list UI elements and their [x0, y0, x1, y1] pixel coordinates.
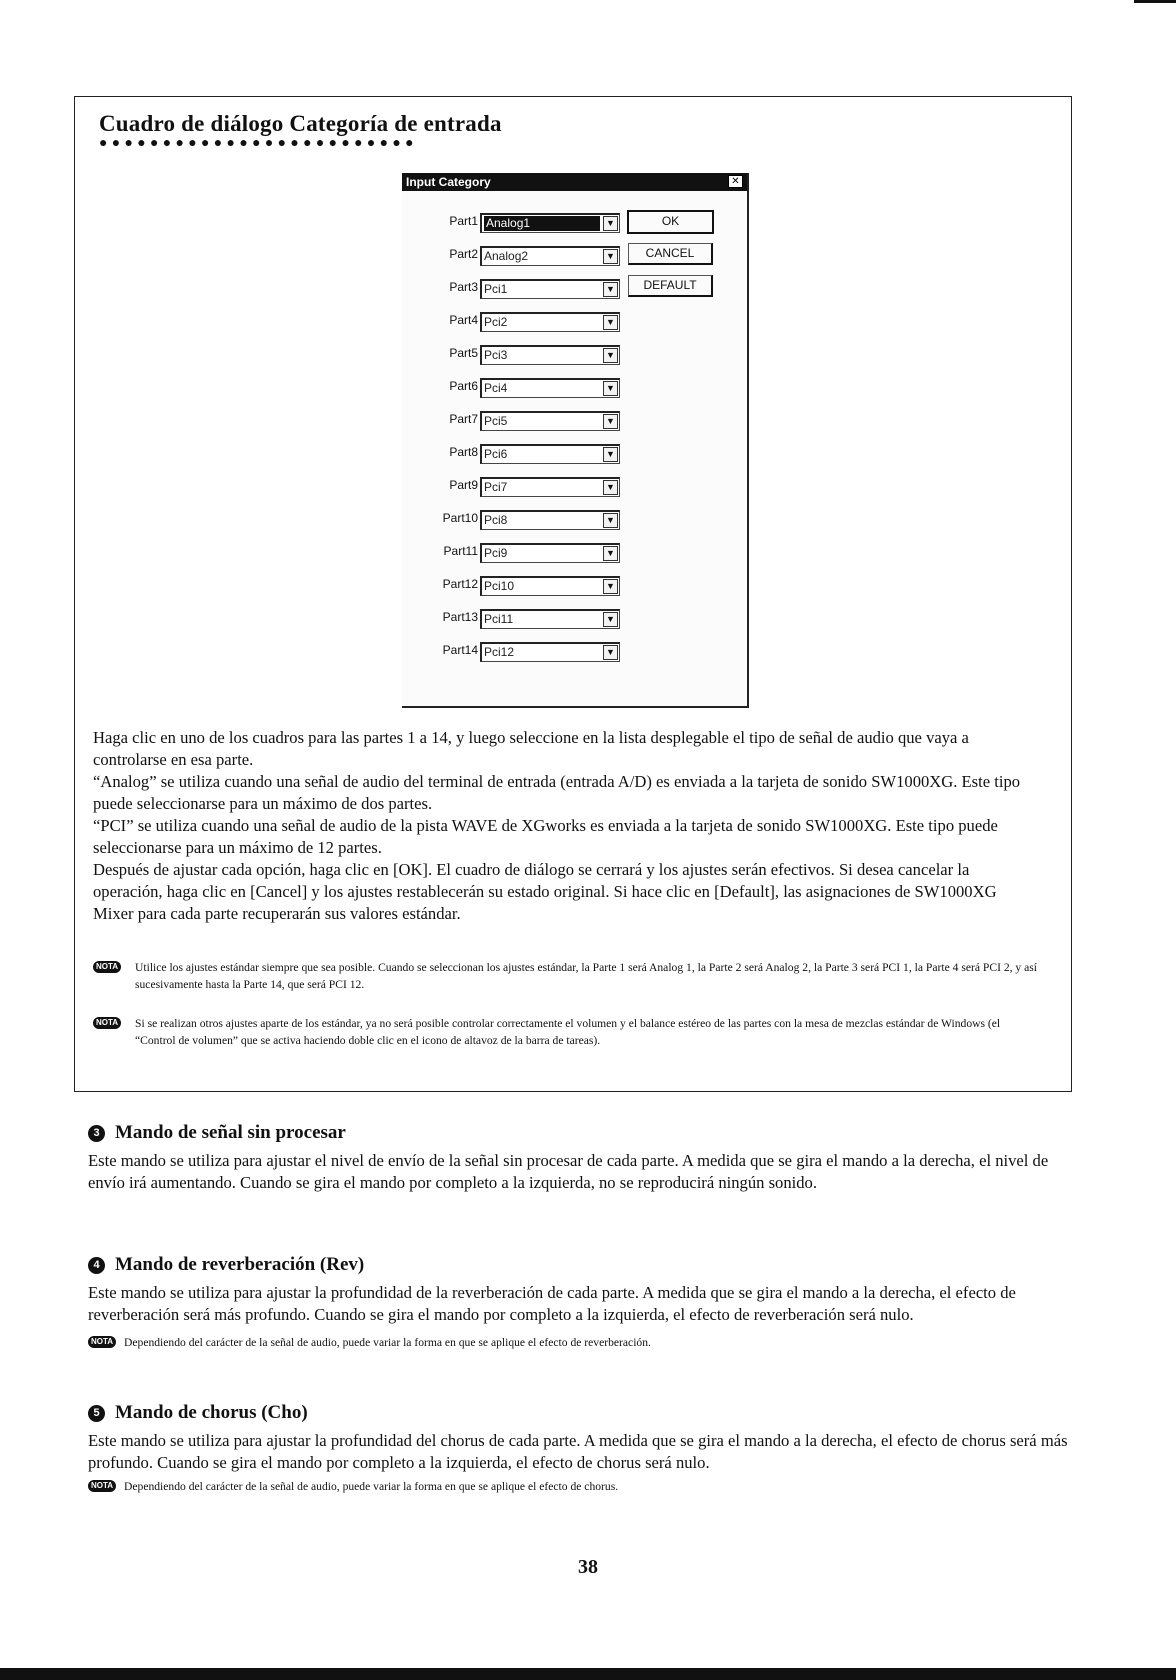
paragraph: Después de ajustar cada opción, haga clic en [OK]. El cuadro de diálogo se cerrará y los ajustes serán efectivos. Si desea cancelar la operación, haga clic en [Cancel] y los ajustes restablecerán su estado original. Si hace clic en [Default], las asignaciones de SW1000XG Mixer para cada parte recuperarán sus valores estándar.: [93, 860, 997, 923]
bottom-bar: [0, 1668, 1176, 1680]
part-label: Part9: [449, 478, 478, 492]
number-5-icon: 5: [88, 1405, 105, 1422]
part-label: Part1: [449, 214, 478, 228]
dropdown-arrow-icon[interactable]: ▼: [603, 414, 618, 429]
part-select-4[interactable]: [480, 312, 620, 332]
dialog-title: Input Category: [406, 175, 491, 189]
note-reverb: [88, 1334, 1078, 1351]
note-badge-icon: NOTA: [93, 1017, 121, 1029]
dropdown-arrow-icon[interactable]: ▼: [603, 480, 618, 495]
part-value: Pci1: [484, 282, 508, 296]
part-label: Part6: [449, 379, 478, 393]
dialog-section-frame: [74, 96, 1072, 1092]
note-badge-icon: NOTA: [93, 961, 121, 973]
page-number: 38: [578, 1556, 598, 1578]
part-value: Analog1: [484, 216, 600, 231]
part-label: Part14: [442, 643, 478, 657]
note-badge-icon: NOTA: [88, 1336, 116, 1348]
part-select-14[interactable]: [480, 642, 620, 662]
section-heading: [88, 1122, 1078, 1144]
section-reverb-knob: [88, 1254, 1078, 1351]
dropdown-arrow-icon[interactable]: ▼: [603, 381, 618, 396]
part-value: Pci7: [484, 480, 508, 494]
ok-button[interactable]: OK: [628, 211, 713, 233]
part-value: Pci10: [484, 579, 515, 593]
paragraph: “Analog” se utiliza cuando una señal de audio del terminal de entrada (entrada A/D) es enviada a la tarjeta de sonido SW1000XG. Este tipo puede seleccionarse para un máximo de dos partes.: [93, 772, 1021, 813]
input-category-dialog: [402, 173, 749, 708]
dropdown-arrow-icon[interactable]: ▼: [603, 513, 618, 528]
part-value: Pci9: [484, 546, 508, 560]
part-value: Pci4: [484, 381, 508, 395]
close-icon[interactable]: ✕: [728, 175, 743, 188]
section-heading: [88, 1254, 1078, 1276]
note-text: Utilice los ajustes estándar siempre que sea posible. Cuando se seleccionan los ajustes estándar, la Parte 1 será Analog 1, la Parte 2 será Analog 2, la Parte 3 será PCI 1, la Parte 4 será PCI 2, y así sucesivamente hasta la Parte 14, que será PCI 12.: [135, 961, 1037, 991]
dropdown-arrow-icon[interactable]: ▼: [603, 645, 618, 660]
part-label: Part12: [442, 577, 478, 591]
part-label: Part3: [449, 280, 478, 294]
cancel-button[interactable]: CANCEL: [628, 243, 713, 265]
section-heading-text: Mando de chorus (Cho): [115, 1402, 308, 1423]
part-value: Pci2: [484, 315, 508, 329]
note-text: Si se realizan otros ajustes aparte de los estándar, ya no será posible controlar correctamente el volumen y el balance estéreo de las partes con la mesa de mezclas estándar de Windows (el “Control de volumen” que se activa haciendo doble clic en el icono de altavoz de la barra de tareas).: [135, 1017, 1001, 1047]
dropdown-arrow-icon[interactable]: ▼: [603, 447, 618, 462]
part-label: Part4: [449, 313, 478, 327]
section-chorus-knob: [88, 1402, 1078, 1495]
dropdown-arrow-icon[interactable]: ▼: [603, 282, 618, 297]
dialog-titlebar: [402, 173, 747, 191]
paragraph: “PCI” se utiliza cuando una señal de audio de la pista WAVE de XGworks es enviada a la tarjeta de sonido SW1000XG. Este tipo puede seleccionarse para un máximo de 12 partes.: [93, 816, 998, 857]
part-select-11[interactable]: [480, 543, 620, 563]
part-label: Part10: [442, 511, 478, 525]
number-4-icon: 4: [88, 1257, 105, 1274]
dropdown-arrow-icon[interactable]: ▼: [603, 546, 618, 561]
dropdown-arrow-icon[interactable]: ▼: [603, 612, 618, 627]
section-body: Este mando se utiliza para ajustar el nivel de envío de la señal sin procesar de cada parte. A medida que se gira el mando a la derecha, el nivel de envío irá aumentando. Cuando se gira el mando por completo a la izquierda, no se reproducirá ningún sonido.: [88, 1151, 1049, 1192]
part-select-8[interactable]: [480, 444, 620, 464]
part-value: Pci3: [484, 348, 508, 362]
dropdown-arrow-icon[interactable]: ▼: [603, 315, 618, 330]
part-select-9[interactable]: [480, 477, 620, 497]
part-select-5[interactable]: [480, 345, 620, 365]
part-select-3[interactable]: [480, 279, 620, 299]
part-label: Part5: [449, 346, 478, 360]
note-chorus: [88, 1478, 1078, 1495]
part-value: Pci12: [484, 645, 515, 659]
number-3-icon: 3: [88, 1125, 105, 1142]
title-dots: ●●●●●●●●●●●●●●●●●●●●●●●●●: [99, 136, 418, 151]
note-1: [93, 959, 1043, 993]
part-select-12[interactable]: [480, 576, 620, 596]
section-heading-text: Mando de señal sin procesar: [115, 1122, 346, 1143]
part-select-13[interactable]: [480, 609, 620, 629]
part-label: Part2: [449, 247, 478, 261]
section-heading-text: Mando de reverberación (Rev): [115, 1254, 365, 1275]
part-value: Analog2: [484, 249, 529, 263]
part-value: Pci5: [484, 414, 508, 428]
dialog-description: [93, 727, 1023, 925]
default-button[interactable]: DEFAULT: [628, 275, 713, 297]
part-label: Part8: [449, 445, 478, 459]
dropdown-arrow-icon[interactable]: ▼: [603, 216, 618, 231]
part-select-7[interactable]: [480, 411, 620, 431]
note-badge-icon: NOTA: [88, 1480, 116, 1492]
part-select-1[interactable]: [480, 213, 620, 233]
section-heading: [88, 1402, 1078, 1424]
note-text: Dependiendo del carácter de la señal de audio, puede variar la forma en que se aplique el efecto de reverberación.: [124, 1336, 651, 1349]
corner-mark: [1134, 0, 1176, 3]
section-body: Este mando se utiliza para ajustar la profundidad de la reverberación de cada parte. A medida que se gira el mando a la derecha, el efecto de reverberación será más profundo. Cuando se gira el mando por completo a la izquierda, el efecto de reverberación será nulo.: [88, 1283, 1016, 1324]
part-label: Part13: [442, 610, 478, 624]
section-title: Cuadro de diálogo Categoría de entrada: [99, 111, 502, 136]
part-value: Pci11: [484, 612, 514, 626]
part-select-10[interactable]: [480, 510, 620, 530]
dropdown-arrow-icon[interactable]: ▼: [603, 579, 618, 594]
note-2: [93, 1015, 1043, 1049]
dropdown-arrow-icon[interactable]: ▼: [603, 348, 618, 363]
dropdown-arrow-icon[interactable]: ▼: [603, 249, 618, 264]
part-value: Pci6: [484, 447, 508, 461]
part-label: Part7: [449, 412, 478, 426]
part-label: Part11: [443, 544, 478, 558]
part-select-6[interactable]: [480, 378, 620, 398]
paragraph: Haga clic en uno de los cuadros para las partes 1 a 14, y luego seleccione en la lista desplegable el tipo de señal de audio que vaya a controlarse en esa parte.: [93, 728, 969, 769]
note-text: Dependiendo del carácter de la señal de audio, puede variar la forma en que se aplique el efecto de chorus.: [124, 1480, 619, 1493]
section-dry-knob: [88, 1122, 1078, 1194]
part-value: Pci8: [484, 513, 508, 527]
section-body: Este mando se utiliza para ajustar la profundidad del chorus de cada parte. A medida que se gira el mando a la derecha, el efecto de chorus será más profundo. Cuando se gira el mando por completo a la izquierda, el efecto de chorus será nulo.: [88, 1431, 1068, 1472]
part-select-2[interactable]: [480, 246, 620, 266]
